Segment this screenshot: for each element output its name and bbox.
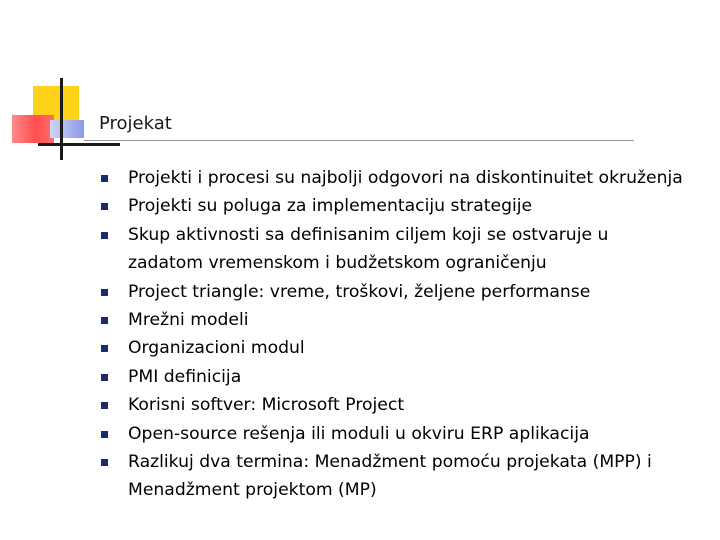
bullet-item xyxy=(98,164,698,192)
bullet-text: Projekti i procesi su najbolji odgovori na diskontinuitet okruženja xyxy=(128,168,683,188)
square-bullet-icon xyxy=(101,345,108,352)
bullet-item xyxy=(98,221,698,278)
logo-vertical-line xyxy=(60,78,63,160)
bullet-item xyxy=(98,334,698,362)
bullet-text: Open-source rešenja ili moduli u okviru ERP aplikacija xyxy=(128,423,590,444)
bullet-text-continuation: Menadžment projektom (MP) xyxy=(128,480,377,501)
square-bullet-icon xyxy=(101,289,108,296)
bullet-text-continuation: zadatom vremenskom i budžetskom ograničenju xyxy=(128,253,547,274)
logo-blue-block xyxy=(50,120,84,138)
square-bullet-icon xyxy=(101,431,108,438)
bullet-text: Razlikuj dva termina: Menadžment pomoću projekata (MPP) i xyxy=(128,452,652,473)
bullet-text: PMI definicija xyxy=(128,366,242,387)
square-bullet-icon xyxy=(101,374,108,381)
bullet-item xyxy=(98,448,698,505)
logo-horizontal-line xyxy=(38,143,120,146)
bullet-item xyxy=(98,420,698,448)
square-bullet-icon xyxy=(101,459,108,466)
bullet-text: Skup aktivnosti sa definisanim ciljem koji se ostvaruje u xyxy=(128,224,609,245)
bullet-text: Organizacioni modul xyxy=(128,338,305,359)
bullet-item xyxy=(98,363,698,391)
bullet-item xyxy=(98,306,698,334)
square-bullet-icon xyxy=(101,317,108,324)
title-divider xyxy=(84,140,634,141)
square-bullet-icon xyxy=(101,175,108,182)
square-bullet-icon xyxy=(101,402,108,409)
square-bullet-icon xyxy=(101,203,108,210)
bullet-text: Projekti su poluga za implementaciju strategije xyxy=(128,196,533,217)
slide-title: Projekat xyxy=(99,113,172,134)
bullet-text: Project triangle: vreme, troškovi, željene performanse xyxy=(128,281,591,302)
bullet-item xyxy=(98,192,698,220)
bullet-item xyxy=(98,391,698,419)
bullet-list xyxy=(98,164,698,505)
bullet-text: Mrežni modeli xyxy=(128,310,249,331)
bullet-text: Korisni softver: Microsoft Project xyxy=(128,395,405,416)
bullet-item xyxy=(98,278,698,306)
square-bullet-icon xyxy=(101,232,108,239)
logo-red-block xyxy=(12,115,54,143)
